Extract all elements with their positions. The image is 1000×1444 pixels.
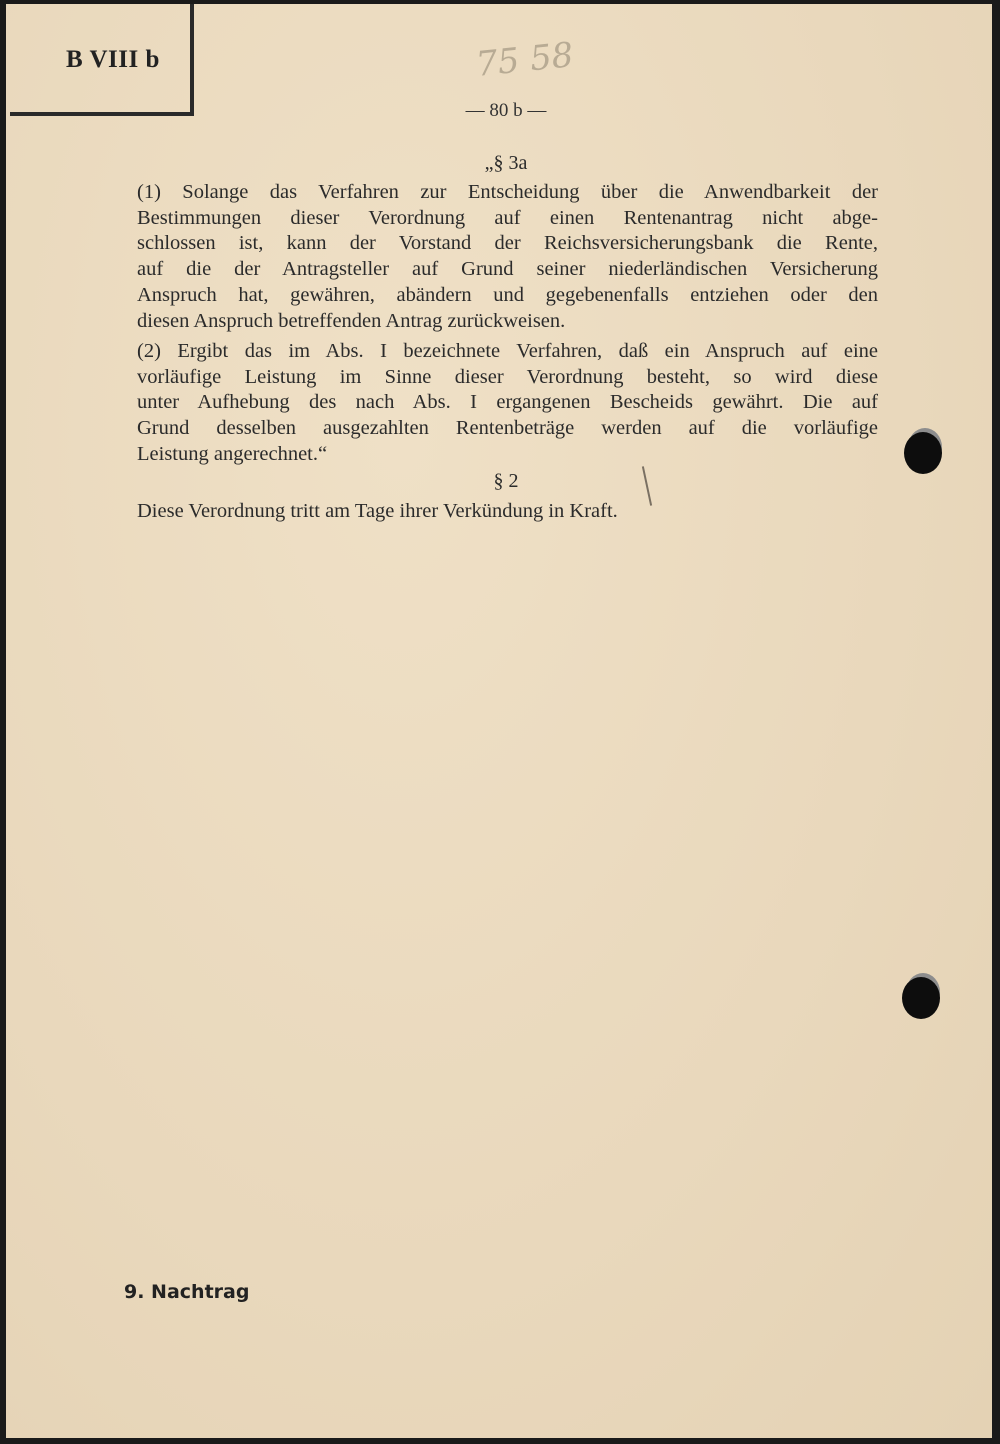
section-3a-paragraph-1: [137, 180, 878, 334]
footer-label: 9. Nachtrag: [124, 1281, 250, 1303]
text-line: Grund desselben ausgezahlten Rentenbeträge werden auf die vorläufige: [137, 417, 878, 440]
pencil-annotation: 75 58: [474, 35, 576, 85]
section-3a-heading: „§ 3a: [484, 152, 528, 174]
text-line: diesen Anspruch betreffenden Antrag zurückweisen.: [137, 309, 566, 332]
section-2-heading: § 2: [493, 470, 519, 492]
section-3a-paragraph-2: [137, 339, 878, 468]
stamp-label: B VIII b: [66, 46, 160, 73]
text-line: Leistung angerechnet.“: [137, 442, 328, 465]
punch-hole-lower: [902, 977, 940, 1019]
text-line: auf die der Antragsteller auf Grund seiner niederländischen Versicherung: [137, 258, 878, 281]
text-line: (1) Solange das Verfahren zur Entscheidung über die Anwendbarkeit der: [137, 181, 878, 203]
section-2-paragraph: [137, 499, 878, 525]
text-line: Bestimmungen dieser Verordnung auf einen Rentenantrag nicht abge-: [137, 206, 878, 229]
text-line: Anspruch hat, gewähren, abändern und gegebenenfalls entziehen oder den: [137, 283, 878, 306]
text-line: vorläufige Leistung im Sinne dieser Verordnung besteht, so wird diese: [137, 365, 878, 388]
page-number: — 80 b —: [465, 100, 547, 121]
document-page: [6, 4, 992, 1438]
text-line: unter Aufhebung des nach Abs. I ergangenen Bescheids gewährt. Die auf: [137, 391, 878, 414]
text-line: schlossen ist, kann der Vorstand der Reichsversicherungsbank die Rente,: [137, 232, 878, 255]
text-line: Diese Verordnung tritt am Tage ihrer Verkündung in Kraft.: [137, 500, 618, 522]
punch-hole-upper: [904, 432, 942, 474]
text-line: (2) Ergibt das im Abs. I bezeichnete Verfahren, daß ein Anspruch auf eine: [137, 340, 878, 362]
